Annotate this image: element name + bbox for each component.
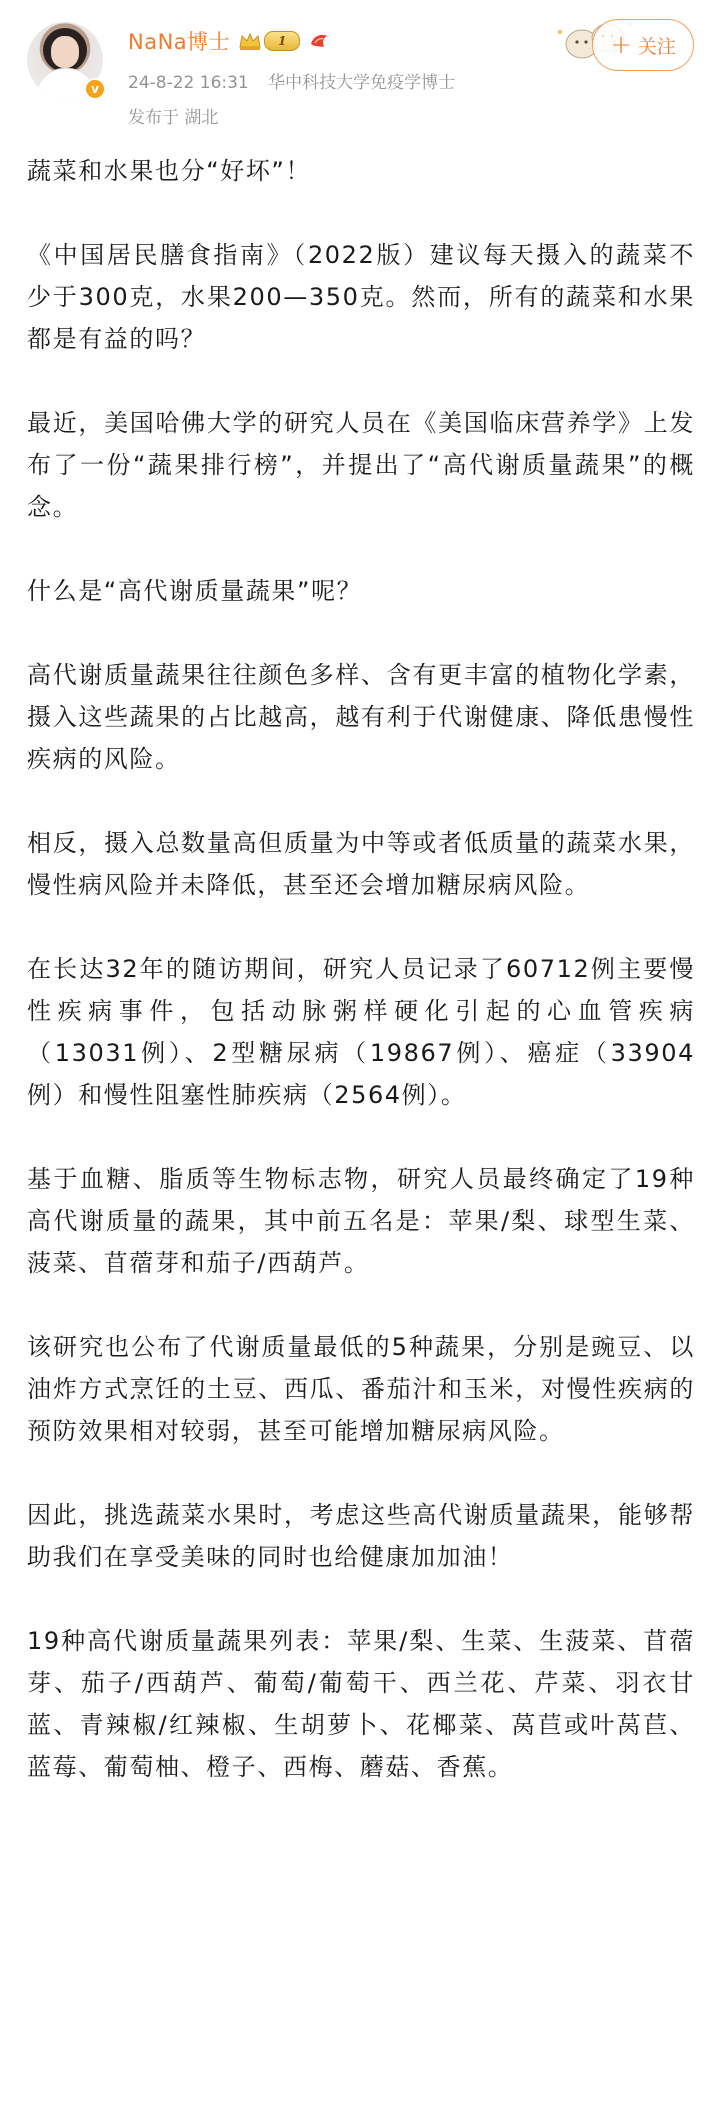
- post-location: 发布于 湖北: [128, 108, 219, 128]
- post-paragraph: 在长达32年的随访期间，研究人员记录了60712例主要慢性疾病事件，包括动脉粥样硬化引起的心血管疾病（13031例）、2型糖尿病（19867例）、癌症（33904例）和慢性阻塞性肺疾病（2564例）。: [27, 955, 695, 1109]
- post-paragraph: 高代谢质量蔬果往往颜色多样、含有更丰富的植物化学素，摄入这些蔬果的占比越高，越有利于代谢健康、降低患慢性疾病的风险。: [27, 661, 695, 773]
- verified-badge-icon: v: [84, 78, 106, 100]
- fan-badge-icon[interactable]: [308, 30, 330, 52]
- post-source: 华中科技大学免疫学博士: [268, 73, 456, 93]
- post-paragraph: 因此，挑选蔬菜水果时，考虑这些高代谢质量蔬果，能够帮助我们在享受美味的同时也给健康加加油！: [27, 1501, 695, 1571]
- crown-icon[interactable]: [238, 31, 262, 51]
- post-content: [27, 150, 695, 1788]
- author-name-row: [128, 26, 330, 56]
- post-paragraph: 《中国居民膳食指南》（2022版）建议每天摄入的蔬菜不少于300克，水果200—350克。然而，所有的蔬菜和水果都是有益的吗？: [27, 241, 695, 353]
- post-paragraph: 蔬菜和水果也分“好坏”！: [27, 157, 312, 185]
- post-paragraph: 基于血糖、脂质等生物标志物，研究人员最终确定了19种高代谢质量的蔬果，其中前五名是：苹果/梨、球型生菜、菠菜、苜蓿芽和茄子/西葫芦。: [27, 1165, 695, 1277]
- follow-button[interactable]: [592, 19, 694, 71]
- post-header: [0, 0, 720, 145]
- post-meta: [128, 68, 455, 93]
- avatar[interactable]: [27, 22, 103, 98]
- post-paragraph: 什么是“高代谢质量蔬果”呢？: [27, 577, 363, 605]
- post-paragraph: 该研究也公布了代谢质量最低的5种蔬果，分别是豌豆、以油炸方式烹饪的土豆、西瓜、番茄汁和玉米，对慢性疾病的预防效果相对较弱，甚至可能增加糖尿病风险。: [27, 1333, 695, 1445]
- follow-label: 关注: [637, 35, 676, 58]
- post-timestamp: 24-8-22 16:31: [128, 73, 249, 93]
- post-paragraph: 最近，美国哈佛大学的研究人员在《美国临床营养学》上发布了一份“蔬果排行榜”，并提出了“高代谢质量蔬果”的概念。: [27, 409, 695, 521]
- plus-icon: +: [610, 30, 632, 60]
- level-badge[interactable]: 1: [264, 31, 300, 51]
- author-name[interactable]: NaNa博士: [128, 30, 231, 54]
- post-paragraph: 19种高代谢质量蔬果列表：苹果/梨、生菜、生菠菜、苜蓿芽、茄子/西葫芦、葡萄/葡萄干、西兰花、芹菜、羽衣甘蓝、青辣椒/红辣椒、生胡萝卜、花椰菜、莴苣或叶莴苣、蓝莓、葡萄柚、橙子、西梅、蘑菇、香蕉。: [27, 1627, 695, 1781]
- post-paragraph: 相反，摄入总数量高但质量为中等或者低质量的蔬菜水果，慢性病风险并未降低，甚至还会增加糖尿病风险。: [27, 829, 695, 899]
